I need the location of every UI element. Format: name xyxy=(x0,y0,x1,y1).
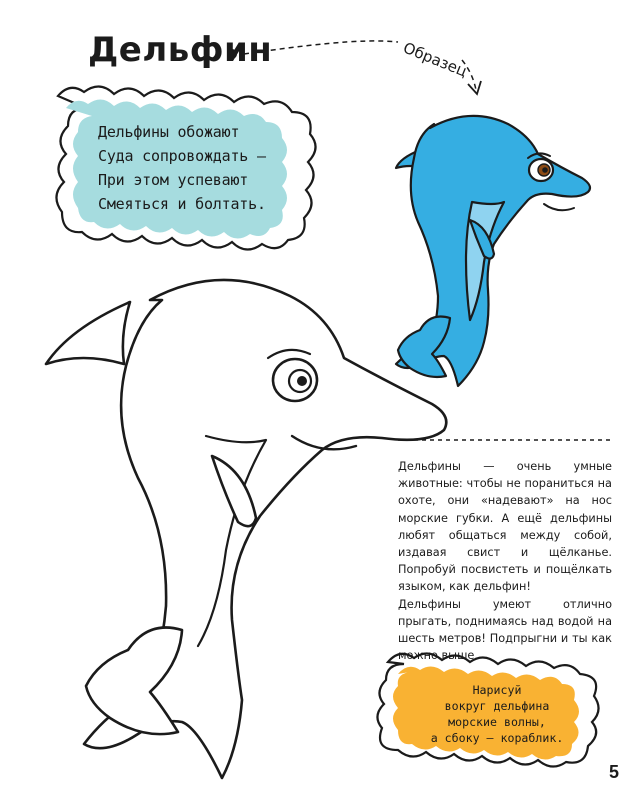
poem xyxy=(98,120,298,216)
task-line: Нарисуй xyxy=(472,683,522,697)
facts-paragraph: Дельфины — очень умные животные: чтобы не пораниться на охоте, они «надевают» на нос морские губки. А ещё дельфины любят общаться между собой, издавая свист и щёлканье. Попробуй посвистеть и пощёлкать языком, как дельфин! xyxy=(398,460,612,594)
arrow-head-icon xyxy=(468,81,481,94)
poem-line: Суда сопровождать – xyxy=(98,147,266,165)
task-line: а сбоку – кораблик. xyxy=(430,731,564,745)
page-number: 5 xyxy=(609,762,620,782)
sample-dolphin-illustration xyxy=(396,116,590,386)
facts-paragraph: Дельфины умеют отлично прыгать, поднимаясь над водой на шесть метров! Подпрыгни и ты как можно выше. xyxy=(398,597,612,663)
page-title: Дельфин xyxy=(88,30,273,70)
poem-line: При этом успевают xyxy=(98,171,249,189)
task-line: вокруг дельфина xyxy=(444,699,550,713)
task-line: морские волны, xyxy=(448,715,546,729)
dolphin-facts xyxy=(398,458,612,664)
sample-label: Образец xyxy=(400,38,470,81)
poem-line: Дельфины обожают xyxy=(98,123,240,141)
poem-line: Смеяться и болтать. xyxy=(98,195,266,213)
drawing-task xyxy=(412,682,582,746)
